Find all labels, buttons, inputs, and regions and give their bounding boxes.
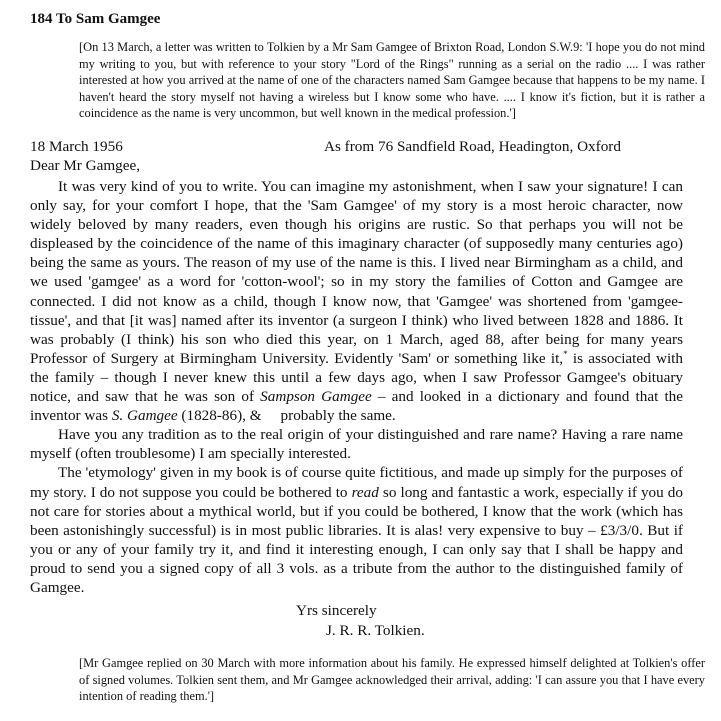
closing: Yrs sincerely bbox=[296, 602, 377, 619]
italic-read: read bbox=[351, 483, 379, 501]
paragraph-3 bbox=[30, 463, 683, 597]
editorial-outro-note: [Mr Gamgee replied on 30 March with more information about his family. He expressed himself delighted at Tolkien's offer of signed volumes. Tolkien sent them, and Mr Gamgee acknowledged their arrival, adding: 'I can assure you that I have every intention of reading them.'] bbox=[79, 656, 705, 704]
paragraph-1-text-c: – and looked in a dictionary and found that the inventor was bbox=[30, 388, 683, 425]
italic-s-gamgee: S. Gamgee bbox=[111, 407, 178, 425]
signature: J. R. R. Tolkien. bbox=[326, 622, 425, 639]
paragraph-1-text-d: (1828-86), & probably the same. bbox=[177, 407, 396, 425]
paragraph-1 bbox=[30, 177, 683, 425]
paragraph-1-text-a: It was very kind of you to write. You can imagine my astonishment, when I saw your signature! I can only say, for your comfort I hope, that the 'Sam Gamgee' of my story is a most heroic character, now widely beloved by many readers, even though his origins are rustic. So that perhaps you will not be displeased by the coincidence of the name of this imaginary character (of supposedly many centuries ago) being the same as yours. The reason of my use of the name is this. I lived near Birmingham as a child, and we used 'gamgee' as a word for 'cotton-wool'; so in my story the families of Cotton and Gamgee are connected. I did not know as a child, though I know now, that 'Gamgee' was shortened from 'gamgee-tissue', and that [it was] named after its inventor (a surgeon I think) who lived between 1828 and 1886. It was probably (I think) his son who died this year, on 1 March, aged 88, after being for many years Professor of Surgery at Birmingham University. Evidently 'Sam' or something like it, bbox=[30, 178, 683, 367]
letter-body bbox=[30, 177, 683, 597]
paragraph-3-text-a: The 'etymology' given in my book is of course quite fictitious, and made up simply for the purposes of my story. I do not suppose you could be bothered to bbox=[30, 464, 683, 501]
paragraph-2: Have you any tradition as to the real origin of your distinguished and rare name? Having a rare name myself (often troublesome) I am specially interested. bbox=[30, 426, 683, 463]
salutation: Dear Mr Gamgee, bbox=[30, 157, 141, 174]
letter-date: 18 March 1956 bbox=[30, 138, 123, 155]
paragraph-1-text-b: is associated with the family – though I never knew this until a few days ago, when I saw Professor Gamgee's obituary notice, and saw that he was son of bbox=[30, 349, 683, 406]
editorial-intro-note: [On 13 March, a letter was written to Tolkien by a Mr Sam Gamgee of Brixton Road, London S.W.9: 'I hope you do not mind my writing to you, but with reference to your story "Lord of the Rings" running as a serial on the radio .... I was rather interested at how you arrived at the name of one of the characters named Sam Gamgee because that happens to be my name. I haven't heard the story myself not having a wireless but I know some who have. .... I know it's fiction, but it is rather a coincidence as the name is very uncommon, but well known in the medical profession.'] bbox=[79, 40, 705, 121]
footnote-marker: * bbox=[563, 348, 568, 359]
sender-address: As from 76 Sandfield Road, Headington, Oxford bbox=[324, 138, 621, 155]
italic-sampson-gamgee: Sampson Gamgee bbox=[260, 388, 372, 406]
letter-heading: 184 To Sam Gamgee bbox=[30, 11, 161, 27]
paragraph-3-text-b: so long and fantastic a work, especially if you do not care for stories about a mythical world, but if you could be bothered, I know that the work (which has been astonishingly successful) is in most public libraries. It is alas! very expensive to buy – £3/3/0. But if you or any of your family try it, and find it interesting enough, I can only say that I shall be happy and proud to send you a signed copy of all 3 vols. as a tribute from the author to the distinguished family of Gamgee. bbox=[30, 483, 683, 596]
